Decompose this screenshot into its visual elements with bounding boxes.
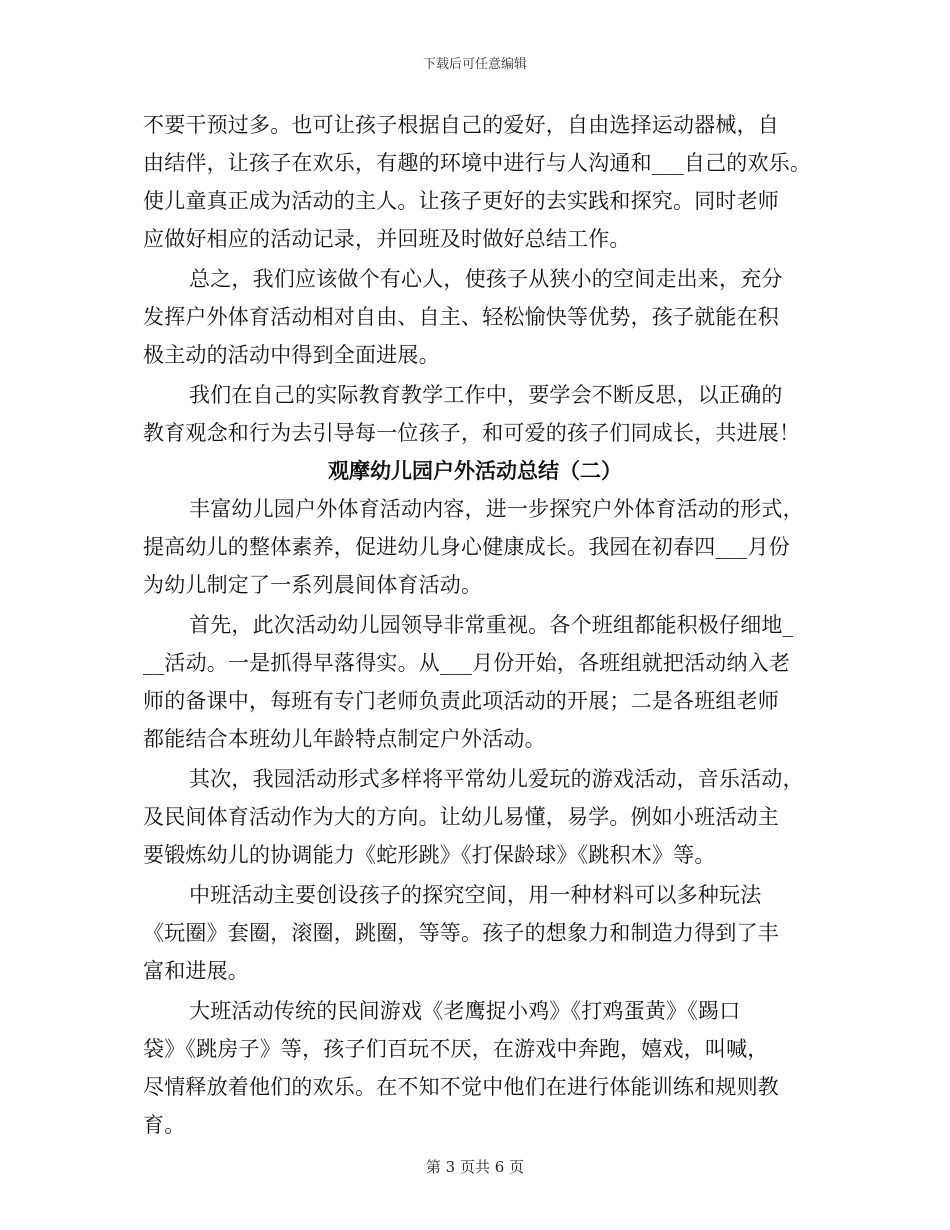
body-line: 都能结合本班幼儿年龄特点制定户外活动。 [143, 727, 546, 751]
body-line: 及民间体育活动作为大的方向。让幼儿易懂，易学。例如小班活动主 [143, 805, 779, 829]
paragraph-first-line: 我们在自己的实际教育教学工作中，要学会不断反思，以正确的 [189, 383, 783, 407]
body-line: 育。 [143, 1113, 186, 1137]
body-line: 由结伴，让孩子在欢乐，有趣的环境中进行与人沟通和___自己的欢乐。 [143, 151, 812, 175]
page-footer: 第 3 页共 6 页 [425, 1158, 525, 1176]
body-line: 应做好相应的活动记录，并回班及时做好总结工作。 [143, 227, 631, 251]
body-line: 为幼儿制定了一系列晨间体育活动。 [143, 573, 483, 597]
body-line: 师的备课中，每班有专门老师负责此项活动的开展；二是各班组老师 [143, 689, 779, 713]
section-heading: 观摩幼儿园户外活动总结（二） [328, 458, 622, 483]
paragraph-first-line: 大班活动传统的民间游戏《老鹰捉小鸡》《打鸡蛋黄》《踢口 [189, 999, 741, 1023]
body-line: 提高幼儿的整体素养，促进幼儿身心健康成长。我园在初春四___月份 [143, 535, 790, 559]
body-line: __活动。一是抓得早落得实。从___月份开始，各班组就把活动纳入老 [143, 651, 791, 675]
body-line: 要锻炼幼儿的协调能力《蛇形跳》《打保龄球》《跳积木》等。 [143, 843, 716, 867]
body-line: 不要干预过多。也可让孩子根据自己的爱好，自由选择运动器械，自 [143, 113, 779, 137]
body-line: 使儿童真正成为活动的主人。让孩子更好的去实践和探究。同时老师 [143, 189, 779, 213]
body-line: 袋》《跳房子》等，孩子们百玩不厌，在游戏中奔跑，嬉戏，叫喊， [143, 1037, 769, 1061]
page-header: 下载后可任意编辑 [422, 57, 527, 72]
body-line: 尽情释放着他们的欢乐。在不知不觉中他们在进行体能训练和规则教 [143, 1075, 779, 1099]
body-line: 极主动的活动中得到全面进展。 [143, 343, 440, 367]
body-line: 《玩圈》套圈，滚圈，跳圈，等等。孩子的想象力和制造力得到了丰 [143, 921, 779, 945]
paragraph-first-line: 其次，我园活动形式多样将平常幼儿爱玩的游戏活动，音乐活动， [189, 767, 804, 791]
body-line: 教育观念和行为去引导每一位孩子，和可爱的孩子们同成长，共进展！ [143, 421, 801, 445]
paragraph-first-line: 丰富幼儿园户外体育活动内容，进一步探究户外体育活动的形式， [189, 497, 804, 521]
paragraph-first-line: 总之，我们应该做个有心人，使孩子从狭小的空间走出来，充分 [189, 267, 783, 291]
body-line: 发挥户外体育活动相对自由、自主、轻松愉快等优势，孩子就能在积 [143, 305, 779, 329]
paragraph-first-line: 首先，此次活动幼儿园领导非常重视。各个班组都能积极仔细地_ [189, 613, 794, 637]
body-line: 富和进展。 [143, 959, 249, 983]
paragraph-first-line: 中班活动主要创设孩子的探究空间，用一种材料可以多种玩法 [189, 883, 762, 907]
